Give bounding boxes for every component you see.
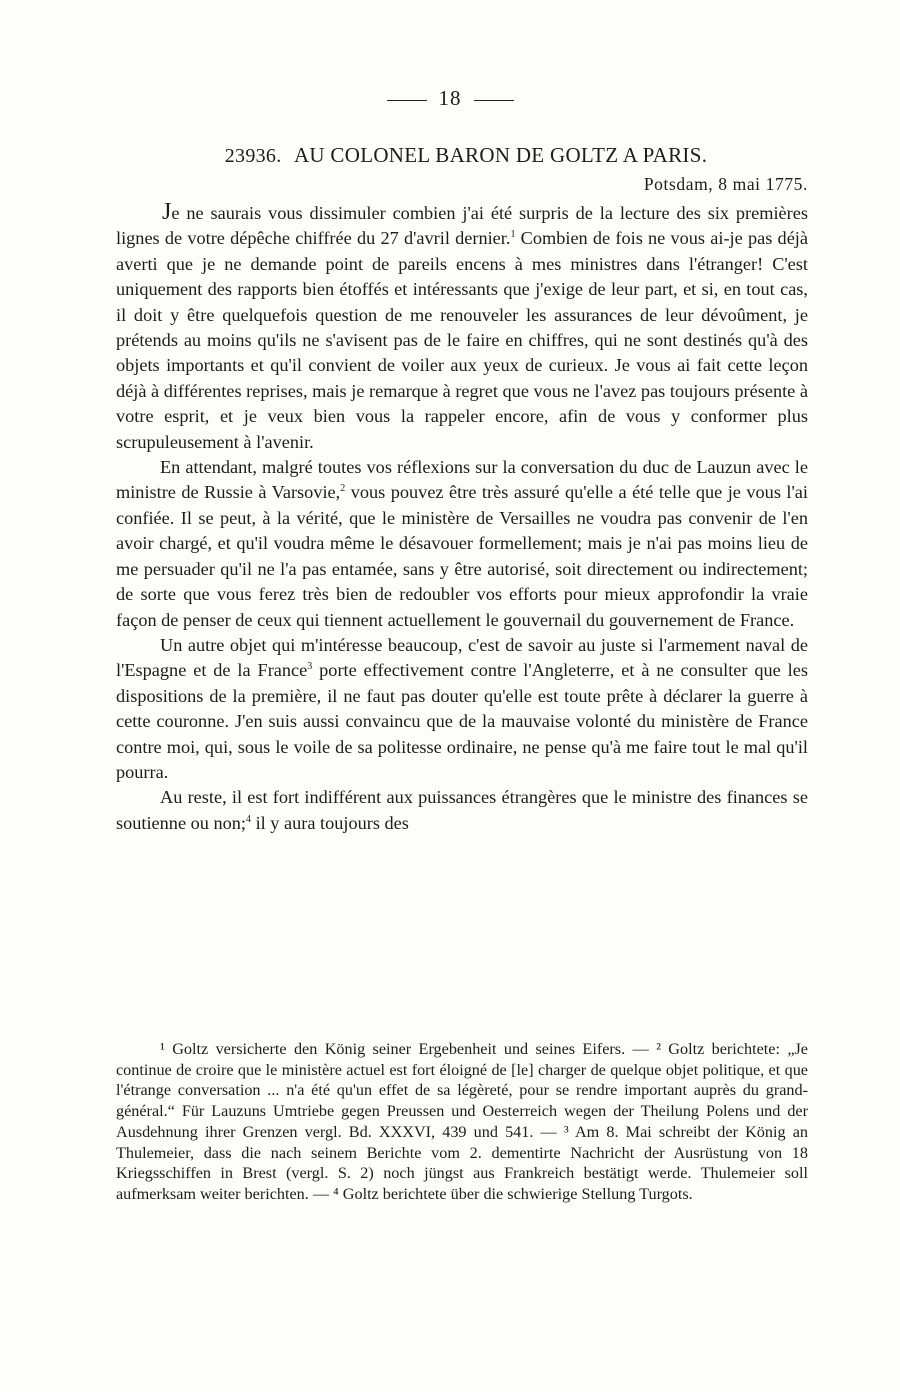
page-header: [0, 86, 900, 111]
letter-heading: [116, 143, 816, 168]
footnotes: [116, 1039, 808, 1205]
paragraph-1: [116, 200, 808, 455]
paragraph-4: [116, 785, 808, 836]
header-rule-left: [387, 100, 427, 101]
paragraph-2-part-b: vous pouvez être très assuré qu'elle a été telle que je vous l'ai confiée. Il se peut, à la vérité, que le ministère de Versailles ne voudra pas convenir de l'en avoir chargé, et qu'il voudra même le désavouer formellement; mais je n'ai pas moins lieu de me persuader qu'il ne l'a pas entamée, sans y être autorisé, soit directement ou indirectement; de sorte que vous ferez très bien de redoubler vos efforts pour mieux approfondir la vraie façon de penser de ceux qui tiennent actuellement le gouvernail du gouvernement de France.: [116, 482, 808, 630]
paragraph-1-part-b: Combien de fois ne vous ai-je pas déjà averti que je ne demande point de pareils encens à mes ministres dans l'étranger! C'est uniquement des rapports bien étoffés et intéressants que j'exige de leur part, et si, en tout cas, il doit y être quelquefois question de me renouveler les assurances de leur dévoûment, je prétends au moins qu'ils ne s'avisent pas de le faire en chiffres, qui ne sont destinés qu'à des objets importants et qu'il convient de voiler aux yeux de curieux. Je vous ai fait cette leçon déjà à différentes reprises, mais je remarque à regret que vous ne l'avez pas toujours présente à votre esprit, et je veux bien vous la rappeler encore, afin de vous y conformer plus scrupuleusement à l'avenir.: [116, 228, 808, 452]
letter-body: [116, 200, 808, 836]
footnote-ref-1[interactable]: 1: [510, 229, 516, 241]
footnote-ref-2[interactable]: 2: [340, 483, 346, 495]
paragraph-3-part-b: porte effectivement contre l'Angleterre, et à ne consulter que les dispositions de la première, il ne faut pas douter qu'elle est toute prête à déclarer la guerre à cette couronne. J'en suis aussi convaincu que de la mauvaise volonté du ministère de France contre moi, qui, sous le voile de sa politesse ordinaire, ne pense qu'à me faire tout le mal qu'il pourra.: [116, 660, 808, 782]
footnote-ref-3[interactable]: 3: [307, 661, 313, 673]
dateline: [116, 174, 808, 195]
paragraph-1-part-a: e ne saurais vous dissimuler combien j'ai été surpris de la lecture des six premières lignes de votre dépêche chiffrée du 27 d'avril dernier.: [116, 203, 808, 249]
paragraph-2: [116, 455, 808, 633]
dateline-date: 8 mai 1775.: [718, 174, 808, 194]
paragraph-3: [116, 633, 808, 785]
letter-number: 23936.: [224, 145, 282, 167]
initial-letter: J: [162, 199, 172, 225]
header-rule-right: [474, 100, 514, 101]
footnotes-text: ¹ Goltz versicherte den König seiner Ergebenheit und seines Eifers. — ² Goltz berichtete: „Je continue de croire que le ministère actuel est fort éloigné de [le] charger de quelque objet politique, et que l'étrange conversation ... n'a été qu'un effet de sa légèreté, pour se rendre important auprès du grand-général.“ Für Lauzuns Umtriebe gegen Preussen und Oesterreich wegen der Theilung Polens und der Ausdehnung ihrer Grenzen vergl. Bd. XXXVI, 439 und 541. — ³ Am 8. Mai schreibt der König an Thulemeier, dass die nach seinem Berichte vom 2. dementirte Nachricht der Ausrüstung von 18 Kriegsschiffen in Brest (vergl. S. 2) noch jüngst aus Frankreich bestätigt werde. Thulemeier soll aufmerksam weiter berichten. — ⁴ Goltz berichtete über die schwierige Stellung Turgots.: [116, 1040, 808, 1203]
paragraph-4-part-a: Au reste, il est fort indifférent aux puissances étrangères que le ministre des finances se soutienne ou non;: [116, 787, 808, 833]
footnote-ref-4[interactable]: 4: [246, 813, 251, 825]
paragraph-2-part-a: En attendant, malgré toutes vos réflexions sur la conversation du duc de Lauzun avec le ministre de Russie à Varsovie,: [116, 457, 808, 503]
dateline-place: Potsdam,: [643, 174, 714, 194]
page-number: 18: [438, 86, 462, 110]
paragraph-4-part-b: il y aura toujours des: [251, 812, 409, 833]
paragraph-3-part-a: Un autre objet qui m'intéresse beaucoup, c'est de savoir au juste si l'armement naval de l'Espagne et de la France: [116, 634, 808, 681]
letter-title: AU COLONEL BARON DE GOLTZ A PARIS.: [293, 143, 708, 167]
